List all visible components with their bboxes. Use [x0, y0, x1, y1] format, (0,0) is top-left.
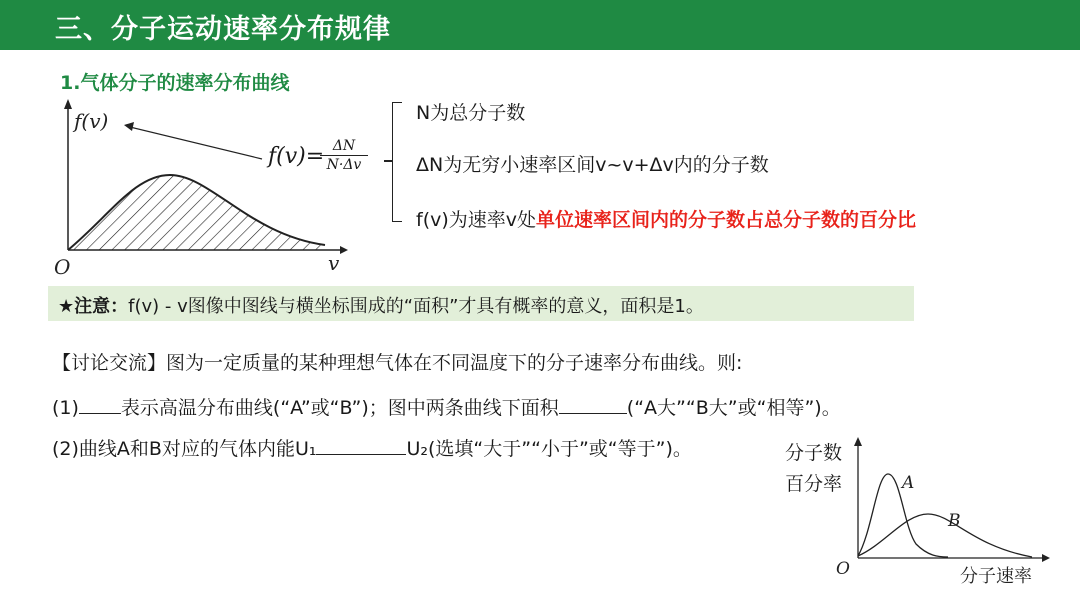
note-label: ★注意：: [58, 296, 129, 317]
definition-fv-prefix: f(v)为速率v处: [416, 209, 537, 231]
definition-fv: [416, 205, 916, 232]
definition-brace-tick: [384, 160, 392, 162]
formula-numerator: ΔN: [320, 138, 368, 156]
curve-b: [858, 514, 1032, 557]
pointer-arrow-head: [124, 122, 134, 131]
question-2-options: U₂(选填“大于”“小于”或“等于”)。: [406, 438, 692, 460]
page-title: 三、分子运动速率分布规律: [55, 14, 391, 45]
small-y-axis-arrow: [854, 437, 862, 446]
y-axis-label: f(v): [74, 109, 109, 133]
small-x-axis-arrow: [1042, 554, 1050, 562]
curve-b-label: B: [948, 511, 961, 531]
note-body: f(v) - v图像中图线与横坐标围成的“面积”才具有概率的意义，面积是1。: [128, 296, 704, 317]
note-box: [48, 286, 914, 321]
answer-blank-1[interactable]: [79, 396, 121, 414]
question-1-number: (1): [52, 397, 79, 419]
definition-interval-molecules: ΔN为无穷小速率区间v~v+Δv内的分子数: [416, 154, 769, 176]
x-axis-arrow: [340, 246, 348, 254]
answer-blank-2[interactable]: [559, 396, 627, 414]
formula-lhs: f(v)=: [268, 144, 325, 169]
small-x-axis-label: 分子速率: [960, 566, 1032, 587]
question-2-text: (2)曲线A和B对应的气体内能U₁: [52, 438, 317, 460]
temperature-comparison-graph: [780, 432, 1060, 592]
speed-distribution-graph: [50, 95, 350, 280]
definition-brace: [392, 102, 402, 222]
note-text: [58, 292, 704, 318]
y-axis-arrow: [64, 99, 72, 109]
definition-total-molecules: N为总分子数: [416, 102, 526, 124]
small-graph-y-label-2: 百分率: [785, 473, 843, 495]
pointer-arrow-line: [130, 127, 262, 159]
title-bar: [0, 0, 1080, 50]
question-2: [52, 434, 692, 461]
formula-fraction: [320, 138, 368, 173]
question-1-text: 表示高温分布曲线(“A”或“B”)；图中两条曲线下面积: [120, 397, 559, 419]
curve-a-label: A: [902, 473, 915, 493]
x-axis-label: v: [328, 251, 340, 275]
question-1-options: (“A大”“B大”或“相等”)。: [626, 397, 841, 419]
answer-blank-3[interactable]: [316, 437, 406, 455]
discussion-intro: 【讨论交流】图为一定质量的某种理想气体在不同温度下的分子速率分布曲线。则:: [52, 352, 743, 374]
origin-label: O: [54, 255, 71, 279]
small-origin-label: O: [836, 559, 850, 579]
question-1: [52, 393, 841, 420]
section-subheading: 1.气体分子的速率分布曲线: [60, 72, 290, 94]
formula-denominator: N·Δv: [326, 157, 362, 173]
small-graph-y-label-1: 分子数: [785, 442, 843, 464]
definition-fv-highlight: 单位速率区间内的分子数占总分子数的百分比: [536, 209, 917, 231]
